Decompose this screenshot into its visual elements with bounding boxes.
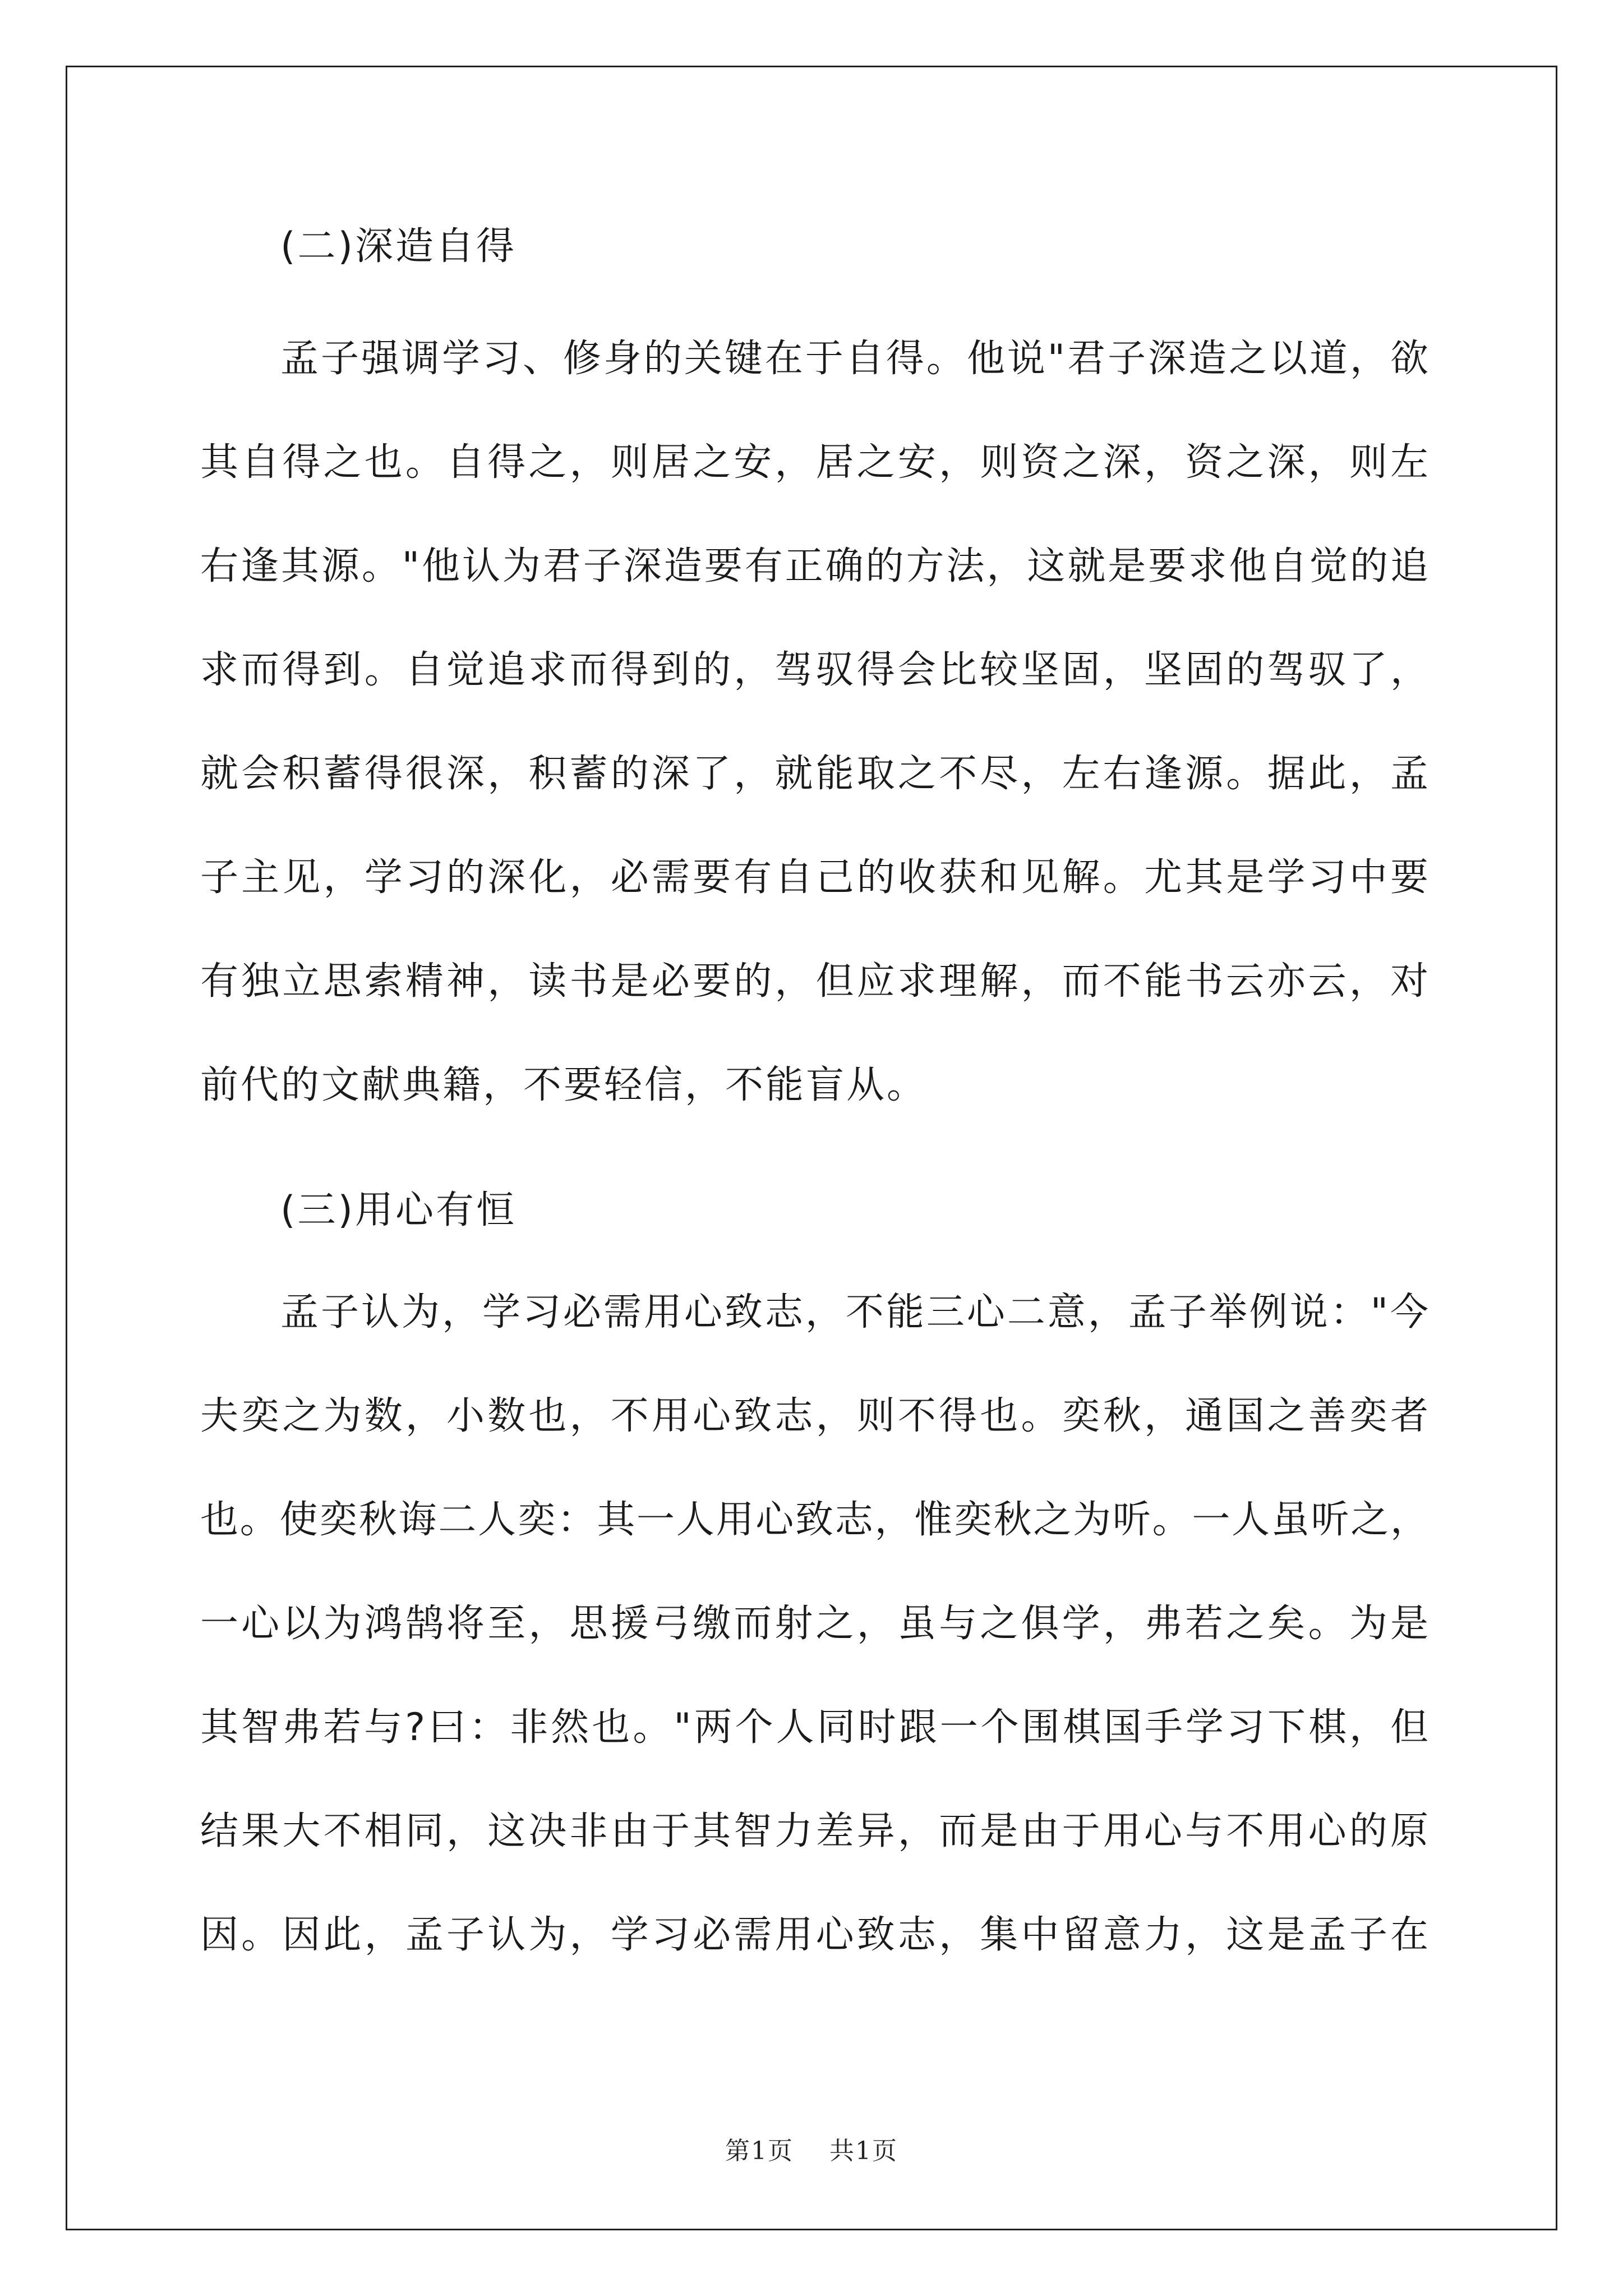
- paragraph-line: 其智弗若与?曰：非然也。"两个人同时跟一个围棋国手学习下棋，但: [200, 1705, 1428, 1750]
- paragraph-line: 因。因此，孟子认为，学习必需用心致志，集中留意力，这是孟子在: [200, 1913, 1428, 1957]
- paragraph-line: 前代的文献典籍，不要轻信，不能盲从。: [200, 1063, 928, 1107]
- paragraph-line: 其自得之也。自得之，则居之安，居之安，则资之深，资之深，则左: [200, 440, 1428, 485]
- paragraph-line: 有独立思索精神，读书是必要的，但应求理解，而不能书云亦云，对: [200, 959, 1428, 1004]
- page-frame: [66, 66, 1557, 2230]
- section-heading: (三)用心有恒: [280, 1188, 517, 1232]
- page-total: 共1页: [829, 2137, 898, 2165]
- paragraph-line: 结果大不相同，这决非由于其智力差异，而是由于用心与不用心的原: [200, 1809, 1428, 1853]
- page-number: 第1页: [725, 2137, 794, 2165]
- paragraph-line: 也。使奕秋诲二人奕：其一人用心致志，惟奕秋之为听。一人虽听之，: [200, 1498, 1428, 1542]
- paragraph-line: 夫奕之为数，小数也，不用心致志，则不得也。奕秋，通国之善奕者: [200, 1394, 1428, 1438]
- paragraph-line: 子主见，学习的深化，必需要有自己的收获和见解。尤其是学习中要: [200, 855, 1428, 900]
- page-footer: [0, 2134, 1623, 2168]
- paragraph-line: 一心以为鸿鹄将至，思援弓缴而射之，虽与之俱学，弗若之矣。为是: [200, 1602, 1428, 1646]
- paragraph-line: 右逢其源。"他认为君子深造要有正确的方法，这就是要求他自觉的追: [200, 544, 1428, 588]
- paragraph-line: 孟子强调学习、修身的关键在于自得。他说"君子深造之以道，欲: [280, 337, 1428, 381]
- paragraph-line: 就会积蓄得很深，积蓄的深了，就能取之不尽，左右逢源。据此，孟: [200, 752, 1428, 796]
- section-heading: (二)深造自得: [280, 224, 517, 269]
- paragraph-line: 求而得到。自觉追求而得到的，驾驭得会比较坚固，坚固的驾驭了，: [200, 648, 1428, 692]
- paragraph-line: 孟子认为，学习必需用心致志，不能三心二意，孟子举例说："今: [280, 1290, 1428, 1335]
